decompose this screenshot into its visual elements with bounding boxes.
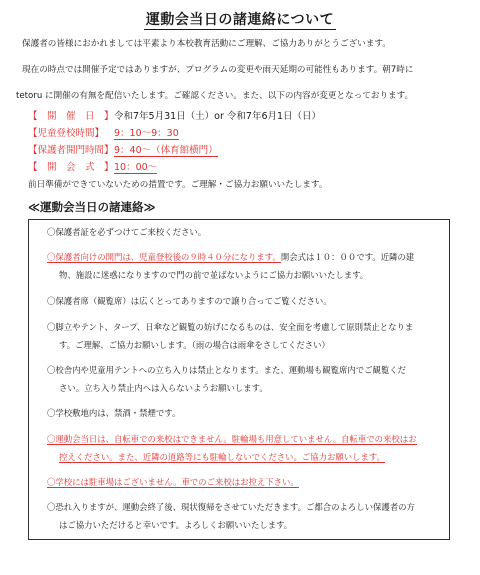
guardian-gate-label: 【保護者開門時間】 bbox=[28, 145, 114, 156]
student-time-value: 9：10～9：30 bbox=[114, 128, 179, 139]
notice-item-highlight: 〇保護者向けの開門は、児童登校後の９時４０分になります。 bbox=[47, 252, 281, 262]
schedule-student-row bbox=[28, 127, 179, 141]
notice-box bbox=[28, 219, 450, 540]
student-time-label: 【児童登校時間】 bbox=[28, 128, 105, 139]
intro-line-3: tetoru に開催の有無を配信いたします。ご確認ください。また、以下の内容が変更となっております。 bbox=[16, 91, 414, 101]
notice-item-continuation: す。ご理解、ご協力お願いします。（雨の場合は雨傘をさしてください） bbox=[59, 340, 330, 350]
notice-item-continuation bbox=[59, 450, 457, 464]
notice-item-text: 開会式は１０：００です。近隣の建 bbox=[280, 252, 415, 262]
notice-item bbox=[47, 475, 445, 489]
opening-ceremony-label: 【 開 会 式 】 bbox=[28, 162, 114, 173]
notice-item: 〇恐れ入りますが、運動会終了後、現状復帰をさせていただきます。ご都合のよろしい保護者の方 bbox=[47, 502, 415, 512]
schedule-guardian-row bbox=[28, 144, 218, 158]
intro-line-1: 保護者の皆様におかれましては平素より本校教育活動にご理解、ご協力ありがとうございます。 bbox=[22, 39, 391, 49]
notice-item: 〇保護者証を必ずつけてご来校ください。 bbox=[47, 227, 207, 237]
notice-item bbox=[47, 432, 445, 446]
date-label: 【 開 催 日 】 bbox=[28, 111, 114, 122]
notice-item: 〇学校敷地内は、禁酒・禁煙です。 bbox=[47, 408, 181, 418]
section-heading: ≪運動会当日の諸連絡≫ bbox=[28, 200, 156, 214]
notice-item-continuation: 物、施設に迷惑になりますので門の前で並ばないようにご協力お願いいたします。 bbox=[59, 270, 369, 280]
notice-item: 〇保護者席（観覧席）は広くとってありますので譲り合ってご覧ください。 bbox=[47, 296, 332, 306]
notice-item: 〇脚立やテント、タープ、日傘など観覧の妨げになるものは、安全面を考慮して原則禁止となりま bbox=[47, 322, 414, 332]
notice-item: 〇校舎内や児童用テントへの立ち入りは禁止となります。また、運動場も観覧席内でご観覧くだ bbox=[47, 365, 407, 375]
note: 前日準備ができていないための措置です。ご理解・ご協力お願いいたします。 bbox=[28, 180, 328, 190]
notice-item-highlight: 控えください。また、近隣の道路等にも駐輪しないでください。ご協力お願いします。 bbox=[59, 452, 385, 462]
notice-item-continuation: はご協力いただけると幸いです。よろしくお願いいたします。 bbox=[59, 520, 293, 530]
notice-item bbox=[47, 250, 445, 264]
page-title: 運動会当日の諸連絡について bbox=[145, 12, 335, 28]
schedule-opening-row bbox=[28, 161, 157, 175]
notice-item-continuation: さい。立ち入り禁止内へは入らないようお願いします。 bbox=[59, 383, 268, 393]
notice-item-highlight: 〇運動会当日は、自転車での来校はできません。駐輪場も用意していません。自転車での来校はお bbox=[47, 434, 417, 444]
intro-line-2: 現在の時点では開催予定ではありますが、プログラムの変更や雨天延期の可能性もあります。朝7時に bbox=[22, 65, 414, 75]
notice-item-highlight: 〇学校には駐車場はございません。車でのご来校はお控え下さい。 bbox=[47, 477, 299, 487]
date-value: 令和7年5月31日（土）or 令和7年6月1日（日） bbox=[114, 111, 322, 122]
opening-ceremony-value: 10：00～ bbox=[114, 162, 158, 173]
guardian-gate-value: 9：40～（体育館横門） bbox=[114, 145, 218, 156]
schedule-date-row bbox=[28, 110, 321, 124]
